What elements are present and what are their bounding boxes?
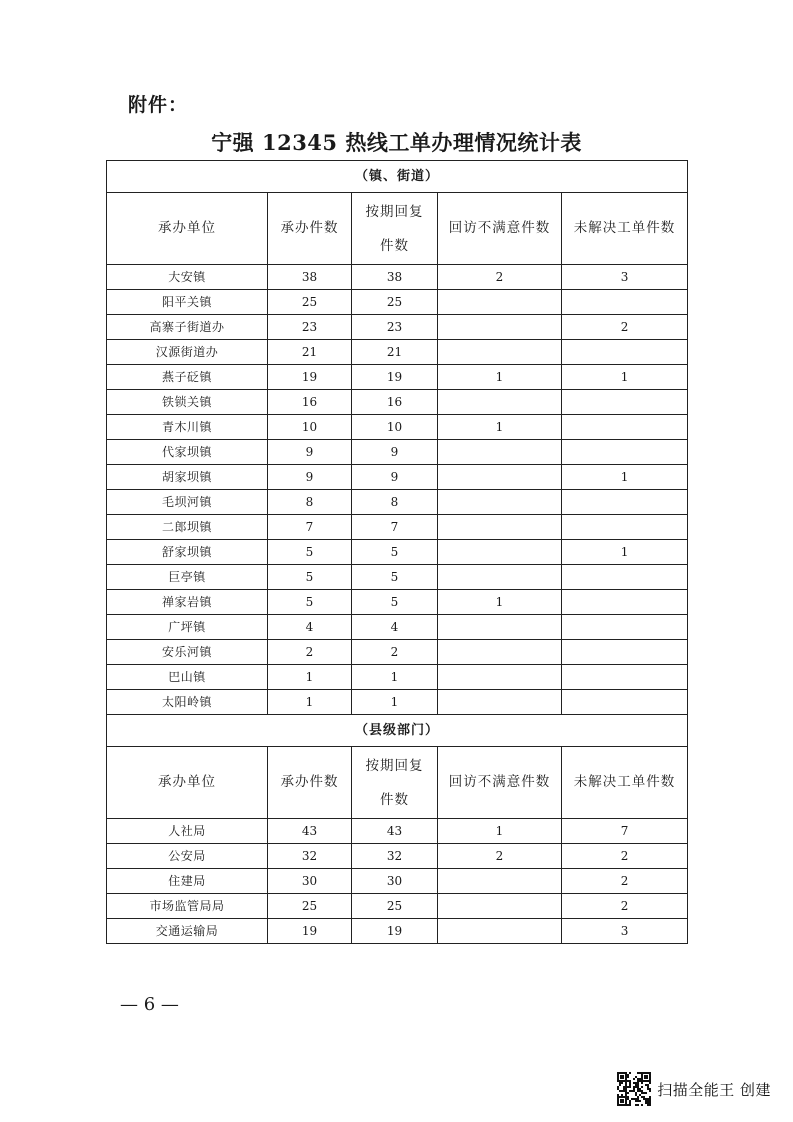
cell-unit: 胡家坝镇 [107,465,268,490]
cell-unresolved: 2 [562,894,688,919]
table-row [107,440,688,465]
header-row [107,193,688,265]
table-row [107,590,688,615]
section-row [107,715,688,747]
cell-count: 19 [268,365,352,390]
cell-unresolved: 3 [562,265,688,290]
cell-ontime: 2 [352,640,438,665]
cell-ontime: 21 [352,340,438,365]
cell-unit: 安乐河镇 [107,640,268,665]
table-row [107,265,688,290]
cell-ontime: 43 [352,819,438,844]
cell-ontime: 38 [352,265,438,290]
cell-ontime: 8 [352,490,438,515]
cell-ontime: 1 [352,690,438,715]
cell-unsatisfied [438,465,562,490]
cell-ontime: 5 [352,565,438,590]
cell-count: 5 [268,540,352,565]
cell-unit: 舒家坝镇 [107,540,268,565]
header-unit: 承办单位 [107,747,268,819]
table-row [107,665,688,690]
cell-ontime: 7 [352,515,438,540]
cell-unsatisfied [438,390,562,415]
cell-unsatisfied [438,919,562,944]
cell-unit: 汉源街道办 [107,340,268,365]
cell-unresolved [562,690,688,715]
table-row [107,340,688,365]
cell-unresolved: 1 [562,540,688,565]
cell-unresolved: 7 [562,819,688,844]
section-label: （镇、街道） [107,161,688,193]
cell-ontime: 10 [352,415,438,440]
cell-count: 43 [268,819,352,844]
section-row [107,161,688,193]
cell-unit: 巴山镇 [107,665,268,690]
cell-unsatisfied [438,315,562,340]
cell-unit: 人社局 [107,819,268,844]
cell-unresolved [562,515,688,540]
cell-unresolved [562,665,688,690]
cell-ontime: 5 [352,540,438,565]
scanner-watermark [617,1072,771,1106]
cell-ontime: 32 [352,844,438,869]
cell-count: 19 [268,919,352,944]
table-row [107,640,688,665]
cell-unresolved [562,290,688,315]
cell-unresolved [562,440,688,465]
cell-unit: 太阳岭镇 [107,690,268,715]
attachment-label: 附件： [128,94,189,116]
cell-unsatisfied [438,340,562,365]
header-ontime-text: 按期回复件数 [365,757,424,808]
cell-unsatisfied [438,565,562,590]
cell-unit: 阳平关镇 [107,290,268,315]
cell-count: 21 [268,340,352,365]
cell-count: 4 [268,615,352,640]
cell-unsatisfied: 1 [438,590,562,615]
cell-count: 30 [268,869,352,894]
cell-unit: 铁锁关镇 [107,390,268,415]
cell-unsatisfied [438,515,562,540]
table-row [107,365,688,390]
cell-count: 38 [268,265,352,290]
document-title: 宁强 12345 热线工单办理情况统计表 [211,130,582,155]
table-row [107,490,688,515]
cell-unsatisfied [438,490,562,515]
watermark-text: 扫描全能王 创建 [657,1080,771,1099]
header-ontime-text: 按期回复件数 [365,203,424,254]
cell-count: 2 [268,640,352,665]
header-unsatisfied: 回访不满意件数 [438,193,562,265]
cell-count: 16 [268,390,352,415]
cell-unresolved [562,590,688,615]
cell-count: 1 [268,665,352,690]
cell-unsatisfied: 2 [438,265,562,290]
cell-count: 25 [268,290,352,315]
cell-unresolved [562,415,688,440]
cell-unit: 燕子砭镇 [107,365,268,390]
cell-ontime: 9 [352,465,438,490]
cell-unit: 代家坝镇 [107,440,268,465]
table-row [107,894,688,919]
cell-unsatisfied [438,690,562,715]
cell-unsatisfied: 1 [438,365,562,390]
cell-count: 7 [268,515,352,540]
cell-count: 25 [268,894,352,919]
cell-unresolved: 2 [562,844,688,869]
cell-ontime: 4 [352,615,438,640]
table-row [107,515,688,540]
cell-unresolved: 1 [562,465,688,490]
cell-unsatisfied [438,869,562,894]
header-count: 承办件数 [268,747,352,819]
cell-unsatisfied [438,665,562,690]
table-row [107,315,688,340]
cell-count: 5 [268,565,352,590]
cell-ontime: 19 [352,365,438,390]
cell-unsatisfied [438,640,562,665]
cell-count: 10 [268,415,352,440]
cell-ontime: 30 [352,869,438,894]
cell-unit: 住建局 [107,869,268,894]
cell-unsatisfied: 1 [438,415,562,440]
header-row [107,747,688,819]
cell-unresolved [562,340,688,365]
cell-count: 8 [268,490,352,515]
cell-count: 1 [268,690,352,715]
header-count: 承办件数 [268,193,352,265]
cell-unit: 交通运输局 [107,919,268,944]
cell-unit: 禅家岩镇 [107,590,268,615]
table-row [107,869,688,894]
table-row [107,415,688,440]
page-number: — 6 — [120,994,179,1015]
cell-unsatisfied [438,440,562,465]
table-row [107,919,688,944]
qr-code-icon [617,1072,651,1106]
cell-unsatisfied [438,290,562,315]
table-row [107,390,688,415]
cell-count: 23 [268,315,352,340]
cell-ontime: 19 [352,919,438,944]
cell-ontime: 25 [352,290,438,315]
section-label: （县级部门） [107,715,688,747]
header-unsatisfied: 回访不满意件数 [438,747,562,819]
cell-count: 9 [268,440,352,465]
table-row [107,290,688,315]
header-ontime [352,747,438,819]
cell-unit: 大安镇 [107,265,268,290]
cell-unit: 毛坝河镇 [107,490,268,515]
cell-unit: 巨亭镇 [107,565,268,590]
header-unit: 承办单位 [107,193,268,265]
cell-count: 9 [268,465,352,490]
cell-unresolved: 3 [562,919,688,944]
table-row [107,540,688,565]
table-row [107,465,688,490]
cell-unsatisfied [438,894,562,919]
cell-unsatisfied [438,615,562,640]
cell-unsatisfied [438,540,562,565]
cell-unresolved [562,390,688,415]
cell-ontime: 25 [352,894,438,919]
cell-ontime: 1 [352,665,438,690]
statistics-table [106,160,688,944]
cell-unit: 高寨子街道办 [107,315,268,340]
cell-ontime: 23 [352,315,438,340]
cell-unsatisfied: 2 [438,844,562,869]
cell-unit: 市场监管局局 [107,894,268,919]
cell-unresolved [562,490,688,515]
table-row [107,690,688,715]
cell-unit: 青木川镇 [107,415,268,440]
table-row [107,615,688,640]
cell-unresolved [562,565,688,590]
cell-unsatisfied: 1 [438,819,562,844]
cell-unresolved: 2 [562,869,688,894]
cell-unit: 广坪镇 [107,615,268,640]
header-unresolved: 未解决工单件数 [562,193,688,265]
cell-unit: 二郎坝镇 [107,515,268,540]
cell-unresolved [562,640,688,665]
header-unresolved: 未解决工单件数 [562,747,688,819]
cell-unit: 公安局 [107,844,268,869]
cell-unresolved: 2 [562,315,688,340]
cell-count: 5 [268,590,352,615]
header-ontime [352,193,438,265]
cell-unresolved: 1 [562,365,688,390]
table-row [107,844,688,869]
cell-ontime: 9 [352,440,438,465]
cell-ontime: 5 [352,590,438,615]
table-row [107,565,688,590]
table-row [107,819,688,844]
cell-ontime: 16 [352,390,438,415]
cell-count: 32 [268,844,352,869]
cell-unresolved [562,615,688,640]
